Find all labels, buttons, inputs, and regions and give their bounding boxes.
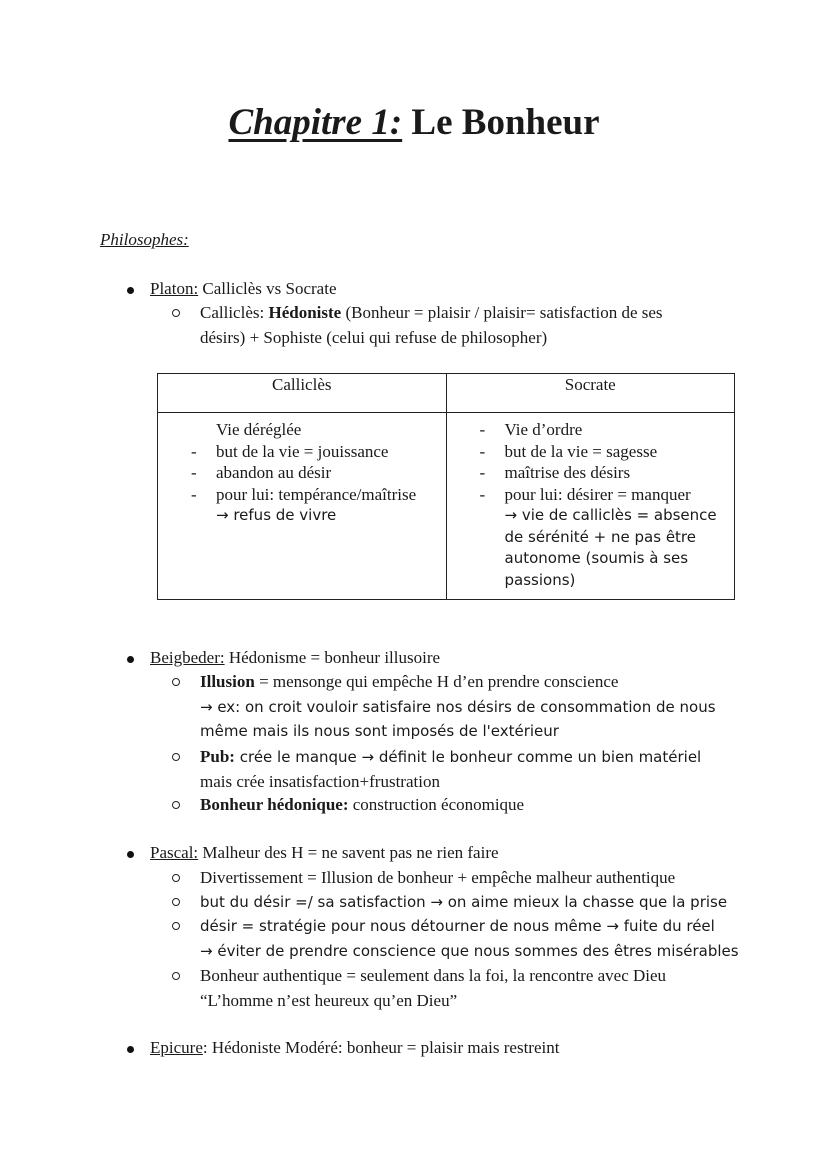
cell-text: but de la vie = sagesse xyxy=(504,441,658,461)
bullet-text: Hédonisme = bonheur illusoire xyxy=(224,648,441,667)
page-title xyxy=(0,98,828,148)
cell-line xyxy=(158,462,446,484)
cell-text: maîtrise des désirs xyxy=(504,463,631,482)
sub-text: but du désir =/ sa satisfaction → on aime mieux la chasse que la prise xyxy=(200,893,728,911)
sub-text: désir = stratégie pour nous détourner de nous même → fuite du réel xyxy=(200,917,715,935)
bold-term: Bonheur hédonique: xyxy=(200,795,349,814)
cell-line xyxy=(158,484,446,506)
philosopher-name: Pascal: xyxy=(150,843,199,862)
bullet-dot xyxy=(127,851,134,858)
dash-marker: - xyxy=(479,441,486,461)
cell-line xyxy=(447,462,735,484)
sub-bullet-illusion xyxy=(172,670,716,744)
title-subject: Le Bonheur xyxy=(402,102,600,143)
bullet-pascal xyxy=(127,841,499,866)
bold-term: Illusion xyxy=(200,672,255,691)
sub-text: Divertissement = Illusion de bonheur + empêche malheur authentique xyxy=(200,868,676,887)
table-cell-callicles xyxy=(158,413,447,600)
cell-line: autonome (soumis à ses xyxy=(504,549,689,567)
sub-bullet-circle xyxy=(172,972,180,980)
sub-bullet-bonheur-hedonique xyxy=(172,793,524,818)
dash-marker: - xyxy=(191,441,197,461)
dash-marker: - xyxy=(191,463,197,482)
dash-marker: - xyxy=(191,484,197,504)
sub-text: crée le manque → définit le bonheur comme un bien matériel xyxy=(234,748,702,766)
section-label: Philosophes: xyxy=(100,230,189,249)
cell-text: pour lui: désirer = manquer xyxy=(504,484,691,504)
philosopher-name: Beigbeder: xyxy=(150,648,225,667)
cell-line xyxy=(158,441,446,463)
bullet-text: Malheur des H = ne savent pas ne rien faire xyxy=(198,843,499,862)
bullet-dot xyxy=(127,656,134,663)
sub-text-line2: mais crée insatisfaction+frustration xyxy=(200,771,440,791)
bold-term: Pub: xyxy=(200,747,235,766)
table-header-callicles: Calliclès xyxy=(158,374,447,413)
cell-text: pour lui: tempérance/maîtrise xyxy=(216,484,417,504)
sub-text-line2: désirs) + Sophiste (celui qui refuse de philosopher) xyxy=(200,327,548,347)
dash-marker: - xyxy=(479,463,486,482)
bold-term: Hédoniste xyxy=(268,303,342,322)
sub-text: Bonheur authentique = seulement dans la foi, la rencontre avec Dieu xyxy=(200,966,667,985)
bullet-text: : Hédoniste Modéré: bonheur = plaisir mais restreint xyxy=(202,1038,560,1057)
philosopher-name: Epicure xyxy=(150,1038,203,1057)
cell-line xyxy=(447,441,735,463)
cell-text: Vie d’ordre xyxy=(504,420,583,439)
cell-text: abandon au désir xyxy=(216,463,332,482)
sub-bullet-strategie xyxy=(172,914,739,963)
sub-bullet-divertissement xyxy=(172,866,675,891)
dash-marker: - xyxy=(479,420,486,439)
title-chapter: Chapitre 1: xyxy=(228,102,403,143)
sub-label: Calliclès: xyxy=(200,303,269,322)
cell-line xyxy=(447,484,735,506)
bullet-epicure xyxy=(127,1036,559,1061)
sub-bullet-circle xyxy=(172,309,180,317)
cell-line: Vie déréglée xyxy=(216,420,302,439)
sub-bullet-circle xyxy=(172,922,180,930)
bullet-dot xyxy=(127,287,134,294)
sub-bullet-circle xyxy=(172,801,180,809)
dash-marker: - xyxy=(479,484,486,504)
sub-bullet-pub xyxy=(172,745,701,794)
cell-line: passions) xyxy=(504,570,576,589)
sub-bullet-circle xyxy=(172,898,180,906)
sub-text: = mensonge qui empêche H d’en prendre conscience xyxy=(254,672,619,691)
quote: “L’homme n’est heureux qu’en Dieu” xyxy=(200,990,458,1010)
bullet-platon xyxy=(127,277,337,302)
sub-text: (Bonheur = plaisir / plaisir= satisfaction de ses xyxy=(341,303,663,322)
sub-text-line2: → éviter de prendre conscience que nous sommes des êtres misérables xyxy=(200,941,739,960)
sub-bullet-circle xyxy=(172,753,180,761)
sub-text-line2: → ex: on croit vouloir satisfaire nos désirs de consommation de nous xyxy=(200,697,716,716)
sub-bullet-circle xyxy=(172,678,180,686)
sub-bullet-circle xyxy=(172,874,180,882)
comparison-table xyxy=(157,373,735,600)
sub-text-line3: même mais ils nous sont imposés de l'extérieur xyxy=(200,722,559,740)
bullet-dot xyxy=(127,1046,134,1053)
table-header-socrate: Socrate xyxy=(446,374,735,413)
cell-line: → vie de calliclès = absence xyxy=(504,506,717,524)
cell-text: but de la vie = jouissance xyxy=(216,441,389,461)
bullet-beigbeder xyxy=(127,646,440,671)
sub-bullet-bonheur-authentique xyxy=(172,964,666,1013)
cell-line xyxy=(447,419,735,441)
table-cell-socrate xyxy=(446,413,735,600)
sub-bullet-callicles xyxy=(172,301,663,350)
sub-text: construction économique xyxy=(348,795,525,814)
cell-line: de sérénité + ne pas être xyxy=(504,527,696,546)
sub-bullet-but-desir xyxy=(172,890,727,915)
cell-line: → refus de vivre xyxy=(216,506,337,524)
bullet-text: Calliclès vs Socrate xyxy=(198,279,337,298)
philosopher-name: Platon: xyxy=(150,279,199,298)
